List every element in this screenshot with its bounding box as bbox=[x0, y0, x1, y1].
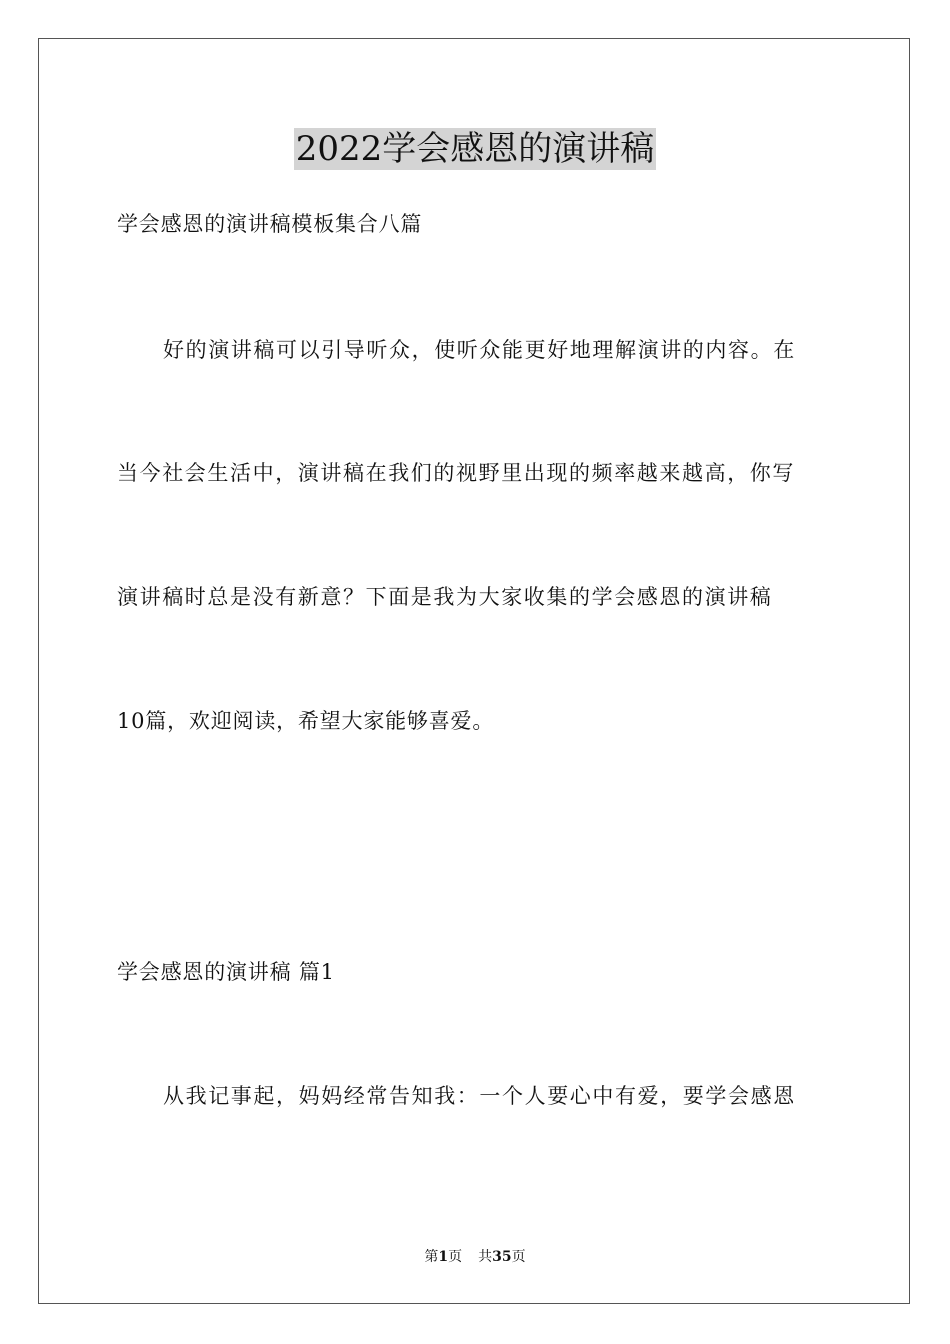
section-heading: 学会感恩的演讲稿 篇1 bbox=[117, 960, 335, 984]
footer-total-pages: 35 bbox=[492, 1249, 512, 1265]
footer-total-suffix: 页 bbox=[511, 1249, 526, 1265]
intro-paragraph-line-3: 演讲稿时总是没有新意？下面是我为大家收集的学会感恩的演讲稿 bbox=[117, 585, 773, 609]
page-footer bbox=[0, 1248, 950, 1266]
title-container bbox=[0, 128, 950, 170]
document-subtitle: 学会感恩的演讲稿模板集合八篇 bbox=[117, 212, 423, 236]
intro-paragraph-line-2: 当今社会生活中，演讲稿在我们的视野里出现的频率越来越高，你写 bbox=[117, 461, 795, 485]
footer-page-number: 1 bbox=[438, 1249, 449, 1265]
document-title: 2022学会感恩的演讲稿 bbox=[295, 129, 655, 169]
intro-paragraph-line-4: 10篇，欢迎阅读，希望大家能够喜爱。 bbox=[117, 709, 495, 733]
footer-total-prefix: 共 bbox=[478, 1249, 493, 1265]
intro-paragraph-line-1: 好的演讲稿可以引导听众，使听众能更好地理解演讲的内容。在 bbox=[163, 338, 796, 362]
section-paragraph-line-1: 从我记事起，妈妈经常告知我：一个人要心中有爱，要学会感恩 bbox=[163, 1084, 796, 1108]
footer-page-suffix: 页 bbox=[448, 1249, 463, 1265]
footer-page-prefix: 第 bbox=[424, 1249, 439, 1265]
